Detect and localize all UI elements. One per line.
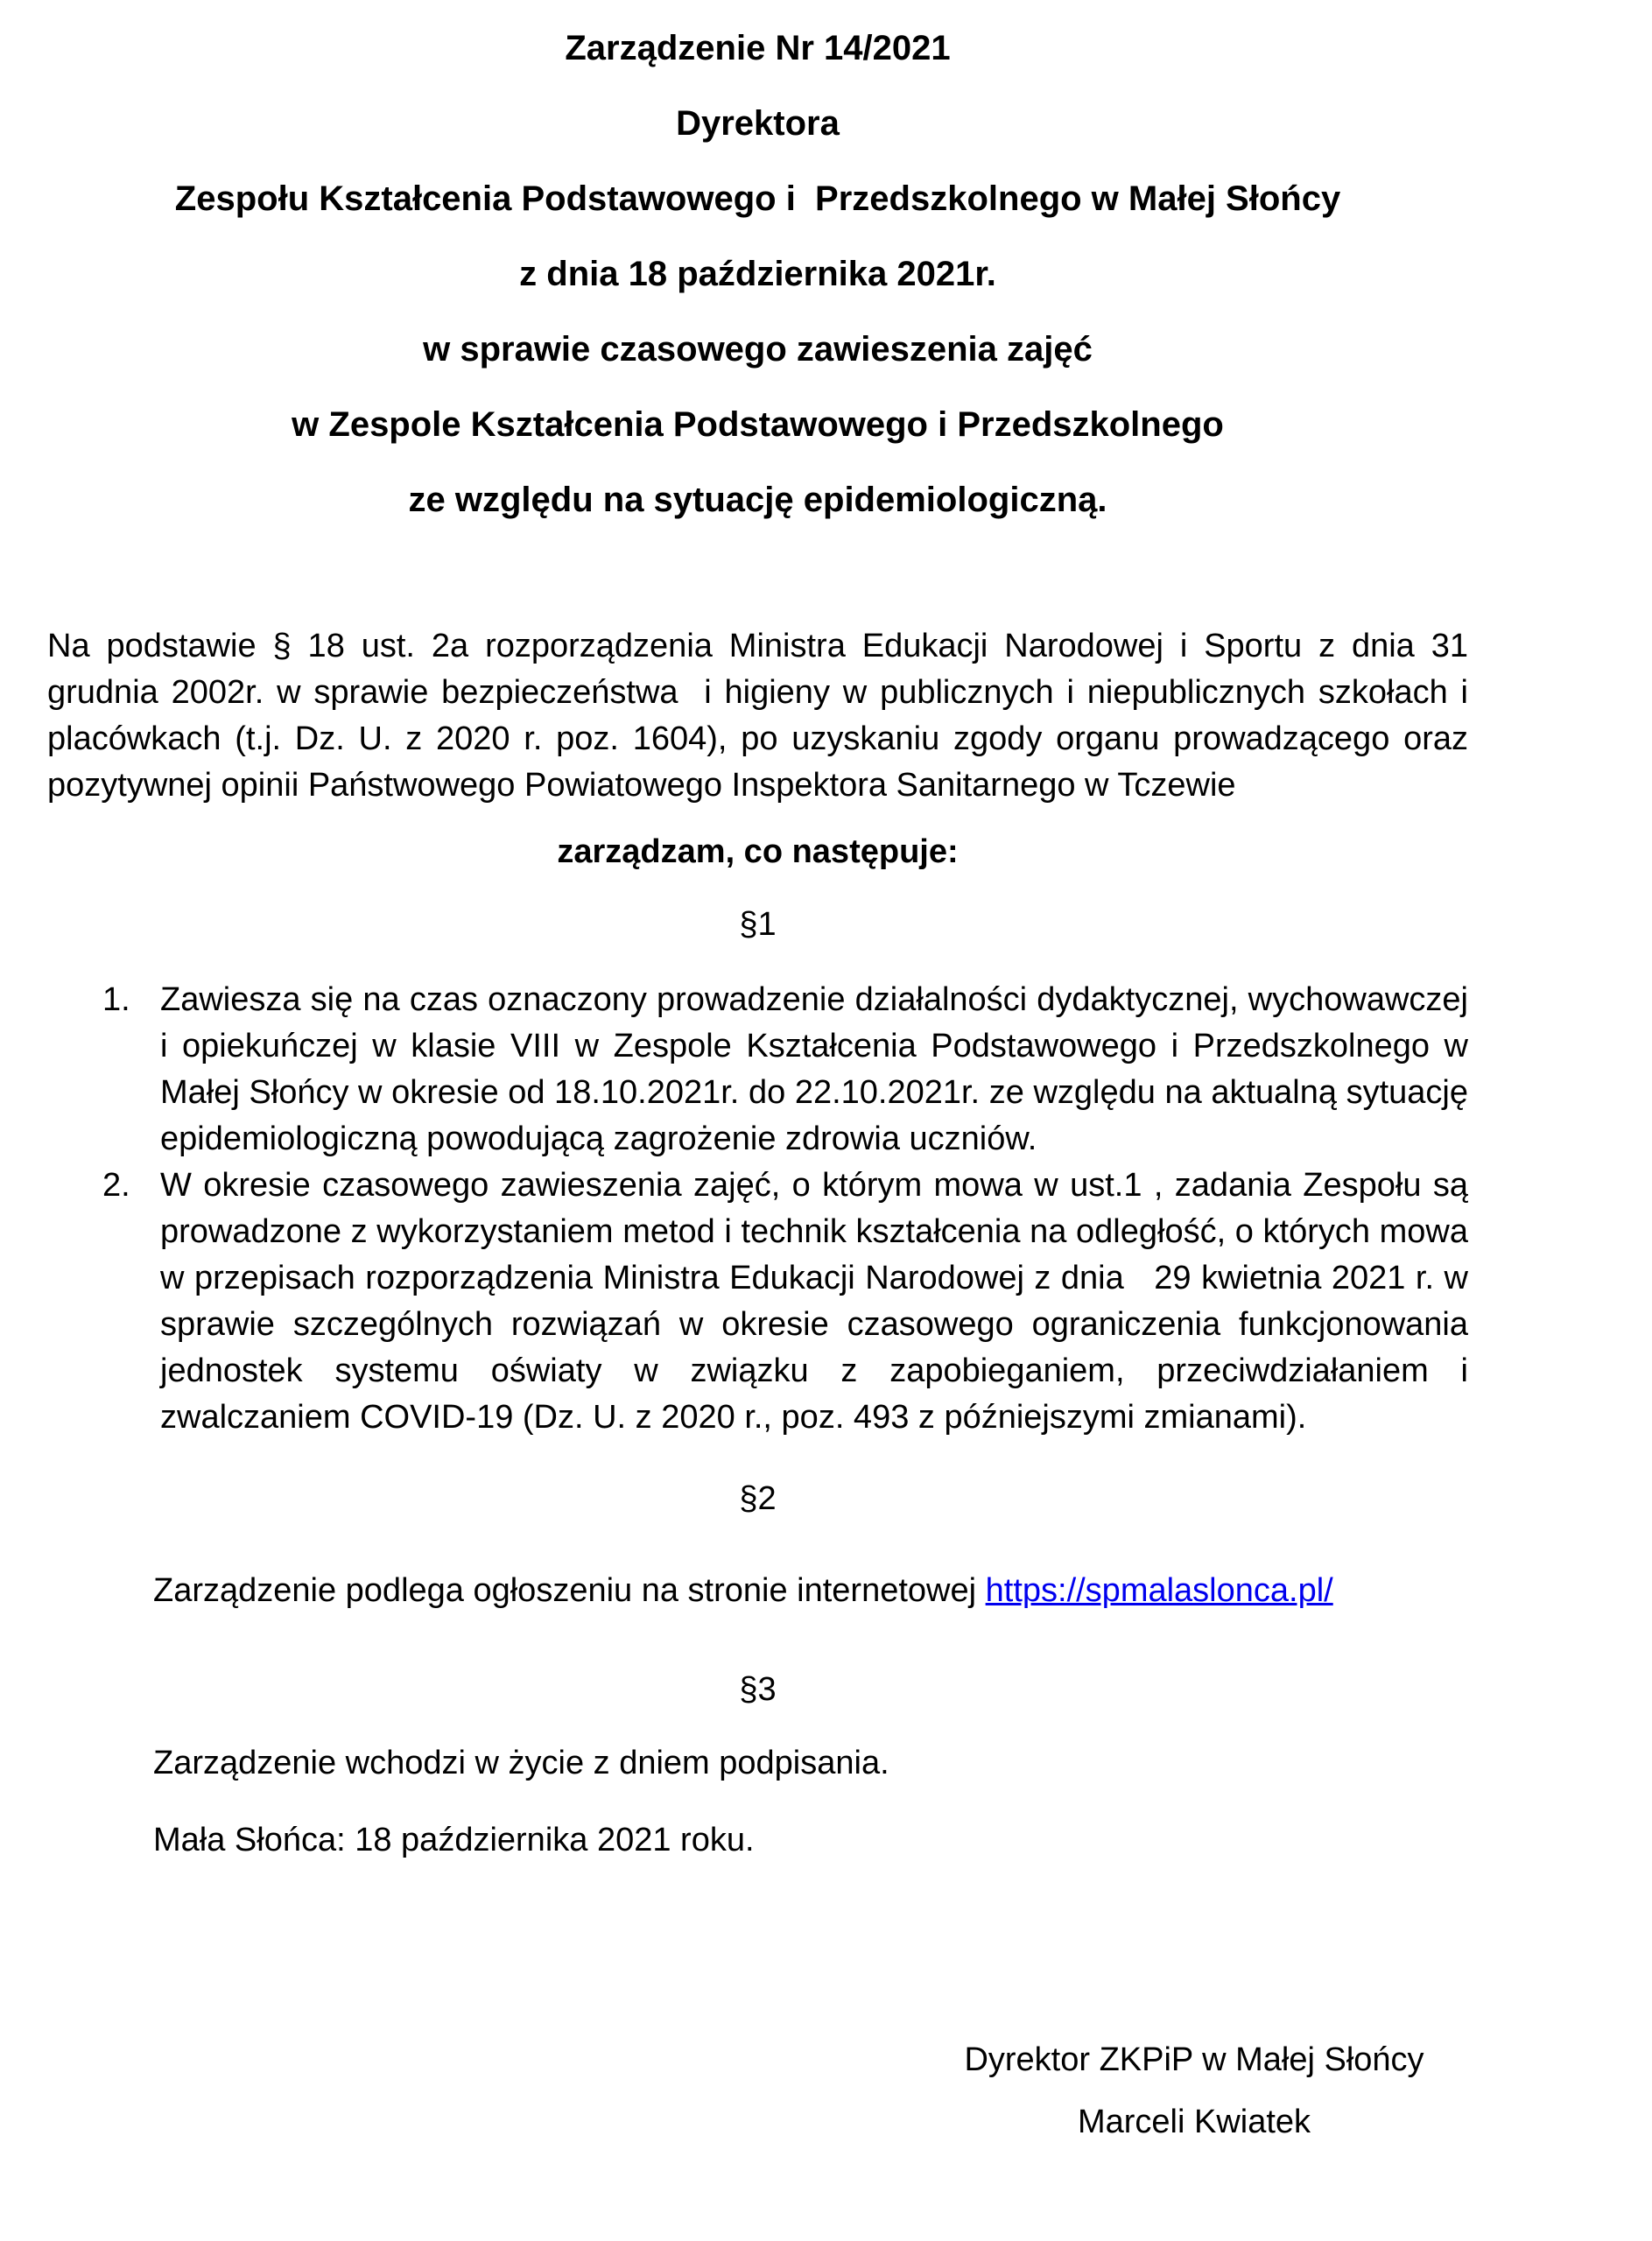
document-title-line-3: Zespołu Kształcenia Podstawowego i Przedszkolnego w Małej Słońcy [174, 179, 1341, 218]
section-1-mark: §1 [739, 906, 777, 943]
list-item-2 [47, 1163, 1468, 1441]
document-content [47, 0, 1468, 2153]
list-item-2-text: W okresie czasowego zawieszenia zajęć, o którym mowa w ust.1 , zadania Zespołu są prowadzone z wykorzystaniem metod i technik kształcenia na odległość, o których mowa w przepisach rozporządzenia Ministra Edukacji Narodowej z dnia 29 kwietnia 2021 r. w sprawie szczególnych rozwiązań w okresie czasowego ograniczenia funkcjonowania jednostek systemu oświaty w związku z zapobieganiem, przeciwdziałaniem i zwalczaniem COVID-19 (Dz. U. z 2020 r., poz. 493 z późniejszymi zmianami). [160, 1167, 1468, 1436]
ordered-list [47, 977, 1468, 1441]
section-3-mark: §3 [739, 1671, 777, 1708]
signature-name-line: Marceli Kwiatek [1077, 2104, 1311, 2140]
document-title-line-1: Zarządzenie Nr 14/2021 [565, 29, 951, 67]
document-title-line-7: ze względu na sytuację epidemiologiczną. [408, 481, 1107, 519]
order-clause: zarządzam, co następuje: [557, 833, 959, 870]
legal-basis-paragraph: Na podstawie § 18 ust. 2a rozporządzenia Ministra Edukacji Narodowej i Sportu z dnia 31 grudnia 2002r. w sprawie bezpieczeństwa i higieny w publicznych i niepublicznych szkołach i placówkach (t.j. Dz. U. z 2020 r. poz. 1604), po uzyskaniu zgody organu prowadzącego oraz pozytywnej opinii Państwowego Powiatowego Inspektora Sanitarnego w Tczewie [47, 628, 1468, 804]
section-2-mark: §2 [739, 1480, 777, 1517]
document-title-line-6: w Zespole Kształcenia Podstawowego i Przedszkolnego [292, 405, 1224, 444]
signature-block [905, 2029, 1483, 2153]
signature-role-line: Dyrektor ZKPiP w Małej Słońcy [964, 2041, 1424, 2078]
website-link[interactable]: https://spmalaslonca.pl/ [985, 1572, 1333, 1609]
place-date-line: Mała Słońca: 18 października 2021 roku. [153, 1822, 755, 1858]
publication-paragraph [153, 1568, 1468, 1614]
list-item-1-number: 1. [102, 981, 130, 1018]
document-title-line-5: w sprawie czasowego zawieszenia zajęć [423, 330, 1093, 369]
list-item-1 [47, 977, 1468, 1163]
list-item-1-text: Zawiesza się na czas oznaczony prowadzenie działalności dydaktycznej, wychowawczej i opiekuńczej w klasie VIII w Zespole Kształcenia Podstawowego i Przedszkolnego w Małej Słońcy w okresie od 18.10.2021r. do 22.10.2021r. ze względu na aktualną sytuację epidemiologiczną powodującą zagrożenie zdrowia uczniów. [160, 981, 1468, 1157]
document-title-line-2: Dyrektora [676, 104, 840, 143]
effective-date-paragraph: Zarządzenie wchodzi w życie z dniem podpisania. [153, 1745, 889, 1781]
publication-text: Zarządzenie podlega ogłoszeniu na stronie internetowej [153, 1572, 986, 1609]
document-header [47, 0, 1468, 537]
list-item-2-number: 2. [102, 1167, 130, 1204]
document-title-line-4: z dnia 18 października 2021r. [519, 255, 996, 293]
